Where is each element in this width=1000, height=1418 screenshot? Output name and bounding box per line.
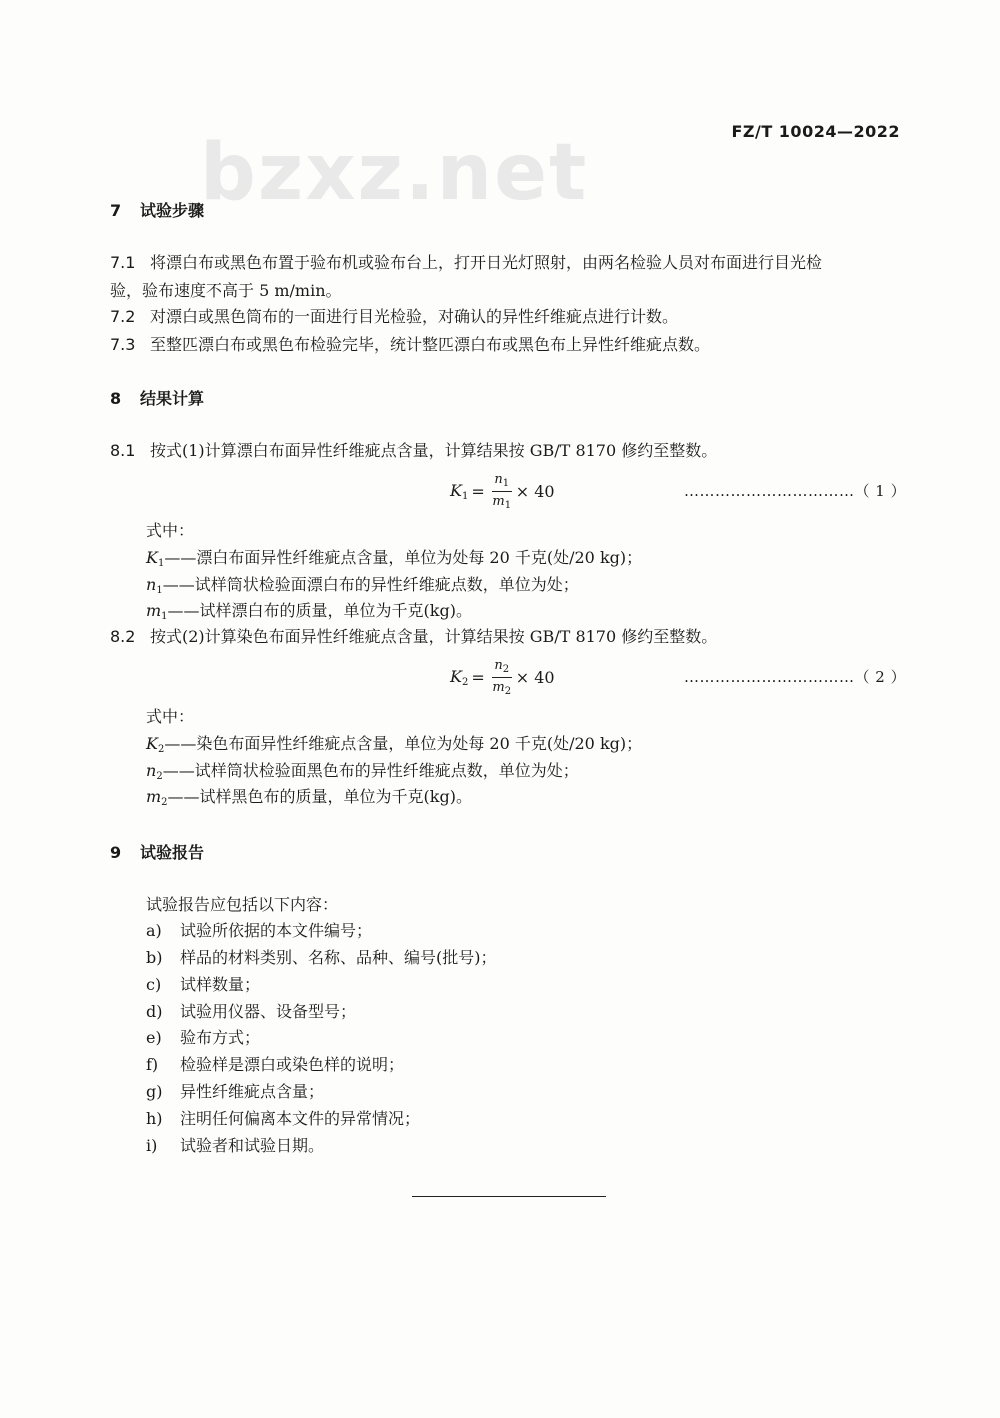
list-item: d) 试验用仪器、设备型号； [146, 1002, 357, 1021]
equals-sign: = [471, 668, 485, 687]
list-item: h) 注明任何偏离本文件的异常情况； [146, 1109, 421, 1128]
clause-text: 按式(1)计算漂白布面异性纤维疵点含量，计算结果按 GB/T 8170 修约至整数。 [150, 441, 718, 460]
fraction [492, 658, 512, 697]
section-number: 7 [110, 201, 122, 220]
list-item: g) 异性纤维疵点含量； [146, 1082, 325, 1101]
clause-7-1-line-2: 验，验布速度不高于 5 m/min。 [110, 281, 342, 300]
end-rule [412, 1196, 606, 1197]
section-title: 试验报告 [140, 843, 205, 862]
definition-k2: $K_2——$染色布面异性纤维疵点含量，单位为处每 20 千克(处/20 kg)； [146, 734, 643, 755]
section-8-heading [110, 386, 204, 409]
equals-sign: = [471, 482, 485, 501]
definition-n1: $n_1——$试样筒状检验面漂白布的异性纤维疵点数，单位为处； [146, 575, 579, 596]
clause-number: 7.1 [110, 253, 136, 272]
clause-7-1-line-1 [110, 250, 822, 276]
fraction-bar [492, 677, 512, 678]
numerator: $n_1$ [494, 472, 510, 489]
clause-8-2 [110, 624, 717, 650]
section-9-heading [110, 840, 204, 863]
list-item: a) 试验所依据的本文件编号； [146, 921, 373, 940]
clause-text: 对漂白或黑色筒布的一面进行目光检验，对确认的异性纤维疵点进行计数。 [150, 307, 679, 326]
formula-1 [450, 472, 555, 511]
definition-k1: $K_1——$漂白布面异性纤维疵点含量，单位为处每 20 千克(处/20 kg)； [146, 548, 643, 569]
watermark: bzxz.net [200, 128, 589, 218]
clause-7-3 [110, 332, 710, 358]
equation-number-2: ……………………………（ 2 ） [684, 668, 907, 686]
clause-text: 按式(2)计算染色布面异性纤维疵点含量，计算结果按 GB/T 8170 修约至整数。 [150, 627, 718, 646]
multiplier: × 40 [515, 482, 555, 501]
definition-m2: $m_2——$试样黑色布的质量，单位为千克(kg)。 [146, 787, 472, 808]
equation-number-1: ……………………………（ 1 ） [684, 482, 907, 500]
clause-text: 至整匹漂白布或黑色布检验完毕，统计整匹漂白布或黑色布上异性纤维疵点数。 [150, 335, 711, 354]
where-label-2: 式中： [146, 707, 195, 726]
definition-n2: $n_2——$试样筒状检验面黑色布的异性纤维疵点数，单位为处； [146, 761, 579, 782]
list-item: i) 试验者和试验日期。 [146, 1136, 325, 1155]
section-title: 试验步骤 [140, 201, 205, 220]
formula-lhs: $K_1$ [450, 481, 469, 502]
section-title: 结果计算 [140, 389, 205, 408]
clause-number: 7.2 [110, 307, 136, 326]
list-item: c) 试样数量； [146, 975, 261, 994]
list-item: f) 检验样是漂白或染色样的说明； [146, 1055, 405, 1074]
section-number: 9 [110, 843, 122, 862]
formula-lhs: $K_2$ [450, 667, 469, 688]
denominator: $m_1$ [492, 494, 512, 511]
list-item: b) 样品的材料类别、名称、品种、编号(批号)； [146, 948, 497, 967]
clause-text: 将漂白布或黑色布置于验布机或验布台上，打开日光灯照射，由两名检验人员对布面进行目光检 [150, 253, 823, 272]
list-item: e) 验布方式； [146, 1028, 261, 1047]
clause-number: 8.1 [110, 441, 136, 460]
multiplier: × 40 [515, 668, 555, 687]
section-7-heading [110, 198, 204, 221]
numerator: $n_2$ [494, 658, 510, 675]
definition-m1: $m_1——$试样漂白布的质量，单位为千克(kg)。 [146, 601, 472, 622]
document-code: FZ/T 10024—2022 [731, 122, 900, 141]
clause-number: 7.3 [110, 335, 136, 354]
clause-number: 8.2 [110, 627, 136, 646]
formula-2 [450, 658, 555, 697]
section-number: 8 [110, 389, 122, 408]
clause-7-2 [110, 304, 678, 330]
where-label-1: 式中： [146, 521, 195, 540]
fraction-bar [492, 491, 512, 492]
clause-8-1 [110, 438, 717, 464]
denominator: $m_2$ [492, 680, 512, 697]
fraction [492, 472, 512, 511]
report-intro: 试验报告应包括以下内容： [146, 895, 339, 914]
